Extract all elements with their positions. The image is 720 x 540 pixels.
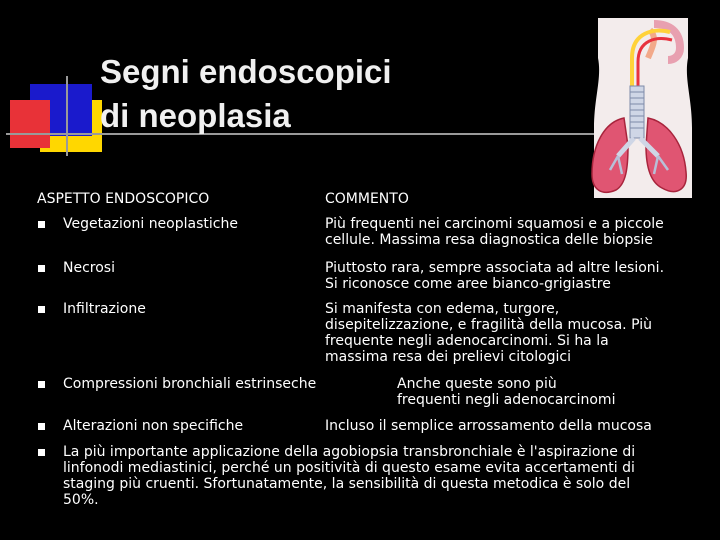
note-line: staging più cruenti. Sfortunatamente, la sensibilità di questa metodica è solo del xyxy=(63,476,631,492)
comment-line: disepitelizzazione, e fragilità della mucosa. Più xyxy=(325,317,652,333)
bullet-6 xyxy=(38,449,45,456)
comment-compressioni xyxy=(397,376,615,408)
decor-vertical-rule xyxy=(66,76,68,156)
note-line: linfonodi mediastinici, perché un positività di questo esame evita accertamenti di xyxy=(63,460,635,476)
aspect-alterazioni: Alterazioni non specifiche xyxy=(63,418,244,434)
comment-line: Più frequenti nei carcinomi squamosi e a piccole xyxy=(325,216,664,232)
aspect-infiltrazione: Infiltrazione xyxy=(63,301,146,317)
final-note xyxy=(63,444,635,508)
aspect-compressioni: Compressioni bronchiali estrinseche xyxy=(63,376,317,392)
comment-line: frequente negli adenocarcinomi. Si ha la xyxy=(325,333,609,349)
slide-title xyxy=(100,50,520,138)
comment-line: Anche queste sono più xyxy=(397,376,557,392)
note-line: La più importante applicazione della agobiopsia transbronchiale è l'aspirazione di xyxy=(63,444,636,460)
bullet-3 xyxy=(38,306,45,313)
lungs-airway-icon xyxy=(588,18,700,198)
comment-line: cellule. Massima resa diagnostica delle biopsie xyxy=(325,232,654,248)
header-aspect: ASPETTO ENDOSCOPICO xyxy=(37,191,210,207)
decor-red-square xyxy=(10,100,50,148)
aspect-vegetazioni: Vegetazioni neoplastiche xyxy=(63,216,238,232)
bullet-4 xyxy=(38,381,45,388)
header-comment: COMMENTO xyxy=(325,191,409,207)
comment-line: massima resa dei prelievi citologici xyxy=(325,349,572,365)
comment-line: Si riconosce come aree bianco-grigiastre xyxy=(325,276,611,292)
aspect-necrosi: Necrosi xyxy=(63,260,115,276)
comment-line: Piuttosto rara, sempre associata ad altre lesioni. xyxy=(325,260,665,276)
comment-line: frequenti negli adenocarcinomi xyxy=(397,392,616,408)
bullet-5 xyxy=(38,423,45,430)
note-line: 50%. xyxy=(63,492,99,508)
comment-infiltrazione xyxy=(325,301,652,365)
comment-line: Incluso il semplice arrossamento della mucosa xyxy=(325,418,652,434)
comment-necrosi xyxy=(325,260,664,292)
comment-alterazioni xyxy=(325,418,652,434)
comment-vegetazioni xyxy=(325,216,664,248)
bullet-2 xyxy=(38,265,45,272)
title-line-1: Segni endoscopici xyxy=(100,53,392,90)
bullet-1 xyxy=(38,221,45,228)
title-line-2: di neoplasia xyxy=(100,97,291,134)
comment-line: Si manifesta con edema, turgore, xyxy=(325,301,560,317)
